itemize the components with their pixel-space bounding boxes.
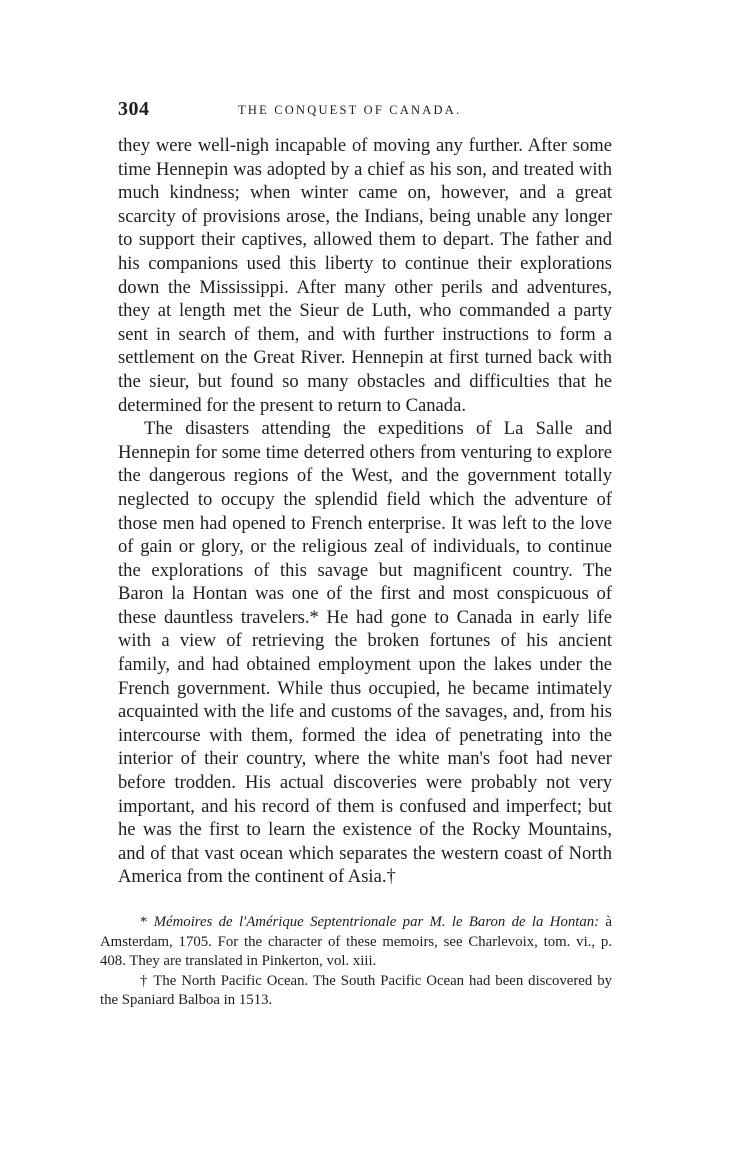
body-text: [118, 134, 612, 889]
footnote-1-marker: *: [140, 914, 154, 930]
footnote-1-title: Mémoires de l'Amérique Septentrionale par M. le Baron de la Hontan:: [153, 914, 600, 930]
footnote-1-text: à Amsterdam, 1705. For the character of these memoirs, see Charlevoix, tom. vi., p. 408. They are translated in Pinkerton, vol. xiii.: [100, 914, 612, 970]
page-number: 304: [118, 98, 150, 120]
footnote-2: † The North Pacific Ocean. The South Pacific Ocean had been discovered by the Spaniard Balboa in 1513.: [100, 972, 612, 1009]
paragraph-2: The disasters attending the expeditions of La Salle and Hennepin for some time deterred others from venturing to explore the dangerous regions of the West, and the government totally neglected to occupy the splendid field which the adventure of those men had opened to French enterprise. It was left to the love of gain or glory, or the religious zeal of individuals, to continue the explorations of this savage but magnificent country. The Baron la Hontan was one of the first and most conspicuous of these dauntless travelers.* He had gone to Canada in early life with a view of retrieving the broken fortunes of his ancient family, and had obtained employment upon the lakes under the French government. While thus occupied, he became intimately acquainted with the life and customs of the savages, and, from his intercourse with them, formed the idea of penetrating into the interior of their country, where the white man's foot had never before trodden. His actual discoveries were probably not very important, and his record of them is confused and imperfect; but he was the first to learn the existence of the Rocky Mountains, and of that vast ocean which separates the western coast of North America from the continent of Asia.†: [118, 418, 612, 888]
footnotes: [100, 913, 612, 1011]
running-head: [118, 98, 612, 124]
book-page: [100, 98, 612, 1011]
running-title: THE CONQUEST OF CANADA.: [238, 103, 462, 117]
paragraph-1: they were well-nigh incapable of moving any further. After some time Hennepin was adopted by a chief as his son, and treated with much kindness; when winter came on, however, and a great scarcity of provisions arose, the Indians, being unable any longer to support their captives, allowed them to depart. The father and his companions used this liberty to continue their explorations down the Mississippi. After many other perils and adventures, they at length met the Sieur de Luth, who commanded a party sent in search of them, and with further instructions to form a settlement on the Great River. Hennepin at first turned back with the sieur, but found so many obstacles and difficulties that he determined for the present to return to Canada.: [118, 135, 612, 416]
footnote-1: [100, 913, 612, 972]
